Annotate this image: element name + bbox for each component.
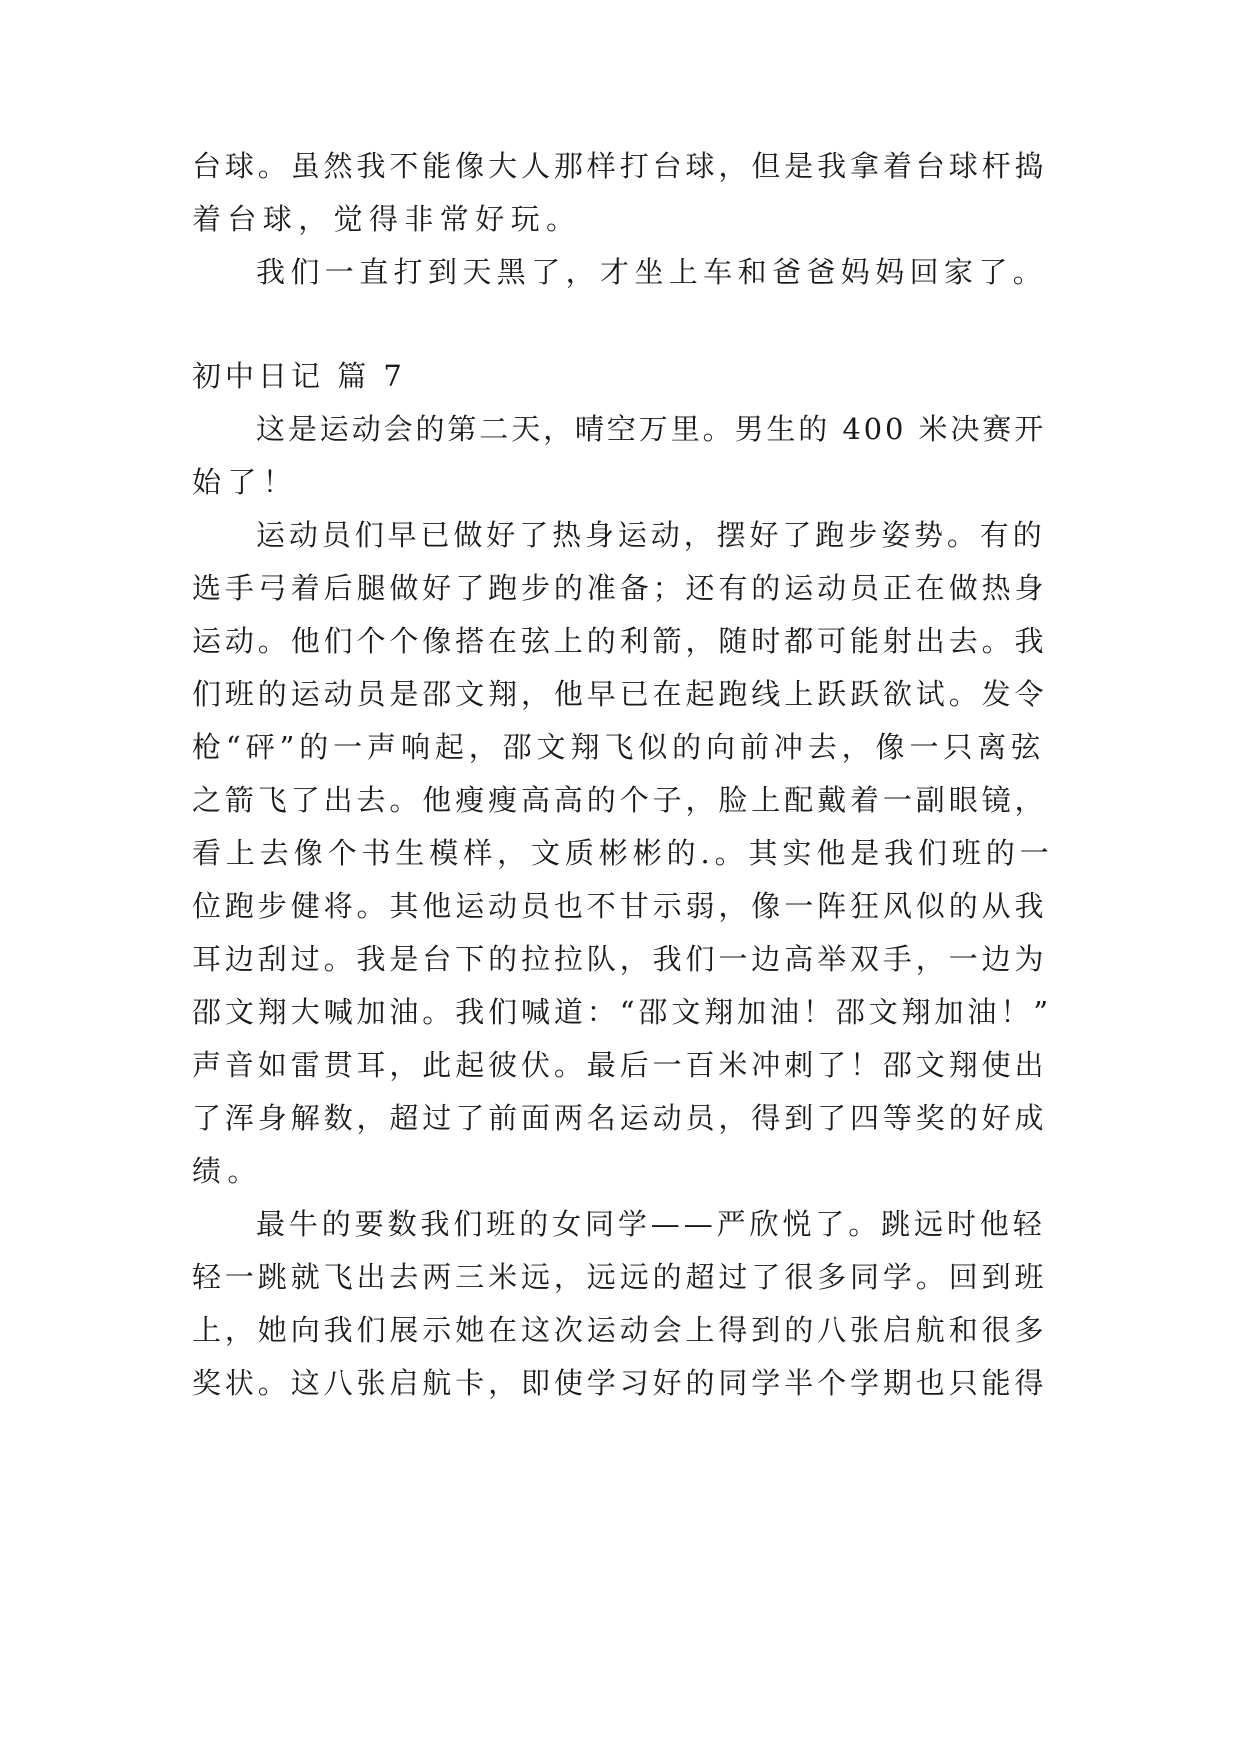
paragraph-4-line-3: 运动。他们个个像搭在弦上的利箭，随时都可能射出去。我 — [192, 624, 1048, 658]
paragraph-4-line-13: 绩。 — [192, 1154, 263, 1188]
section-heading: 初中日记 篇 7 — [192, 359, 406, 393]
paragraph-4-line-8: 位跑步健将。其他运动员也不甘示弱，像一阵狂风似的从我 — [192, 889, 1048, 923]
paragraph-2-line-1: 我们一直打到天黑了，才坐上车和爸爸妈妈回家了。 — [256, 255, 1048, 289]
paragraph-4-line-2: 选手弓着后腿做好了跑步的准备；还有的运动员正在做热身 — [192, 571, 1048, 605]
paragraph-4-line-10: 邵文翔大喊加油。我们喊道：“邵文翔加油！邵文翔加油！” — [192, 995, 1052, 1029]
paragraph-5-line-1: 最牛的要数我们班的女同学——严欣悦了。跳远时他轻 — [256, 1207, 1046, 1241]
paragraph-4-line-11: 声音如雷贯耳，此起彼伏。最后一百米冲刺了！邵文翔使出 — [192, 1048, 1048, 1082]
paragraph-1-line-1: 台球。虽然我不能像大人那样打台球，但是我拿着台球杆捣 — [192, 149, 1048, 183]
paragraph-5-line-3: 上，她向我们展示她在这次运动会上得到的八张启航和很多 — [192, 1313, 1048, 1347]
paragraph-5-line-2: 轻一跳就飞出去两三米远，远远的超过了很多同学。回到班 — [192, 1260, 1048, 1294]
paragraph-1-line-2: 着台球，觉得非常好玩。 — [192, 202, 582, 236]
paragraph-4-line-6: 之箭飞了出去。他瘦瘦高高的个子，脸上配戴着一副眼镜， — [192, 783, 1048, 817]
paragraph-4-line-7: 看上去像个书生模样，文质彬彬的.。其实他是我们班的一 — [192, 836, 1054, 870]
paragraph-4-line-1: 运动员们早已做好了热身运动，摆好了跑步姿势。有的 — [256, 518, 1046, 552]
paragraph-3-line-1: 这是运动会的第二天，晴空万里。男生的 400 米决赛开 — [256, 412, 1047, 446]
paragraph-4-line-5: 枪“砰”的一声响起，邵文翔飞似的向前冲去，像一只离弦 — [192, 730, 1046, 764]
paragraph-4-line-9: 耳边刮过。我是台下的拉拉队，我们一边高举双手，一边为 — [192, 942, 1048, 976]
paragraph-4-line-4: 们班的运动员是邵文翔，他早已在起跑线上跃跃欲试。发令 — [192, 677, 1048, 711]
paragraph-3-line-2: 始了！ — [192, 465, 299, 499]
paragraph-5-line-4: 奖状。这八张启航卡，即使学习好的同学半个学期也只能得 — [192, 1366, 1048, 1400]
paragraph-4-line-12: 了浑身解数，超过了前面两名运动员，得到了四等奖的好成 — [192, 1101, 1048, 1135]
